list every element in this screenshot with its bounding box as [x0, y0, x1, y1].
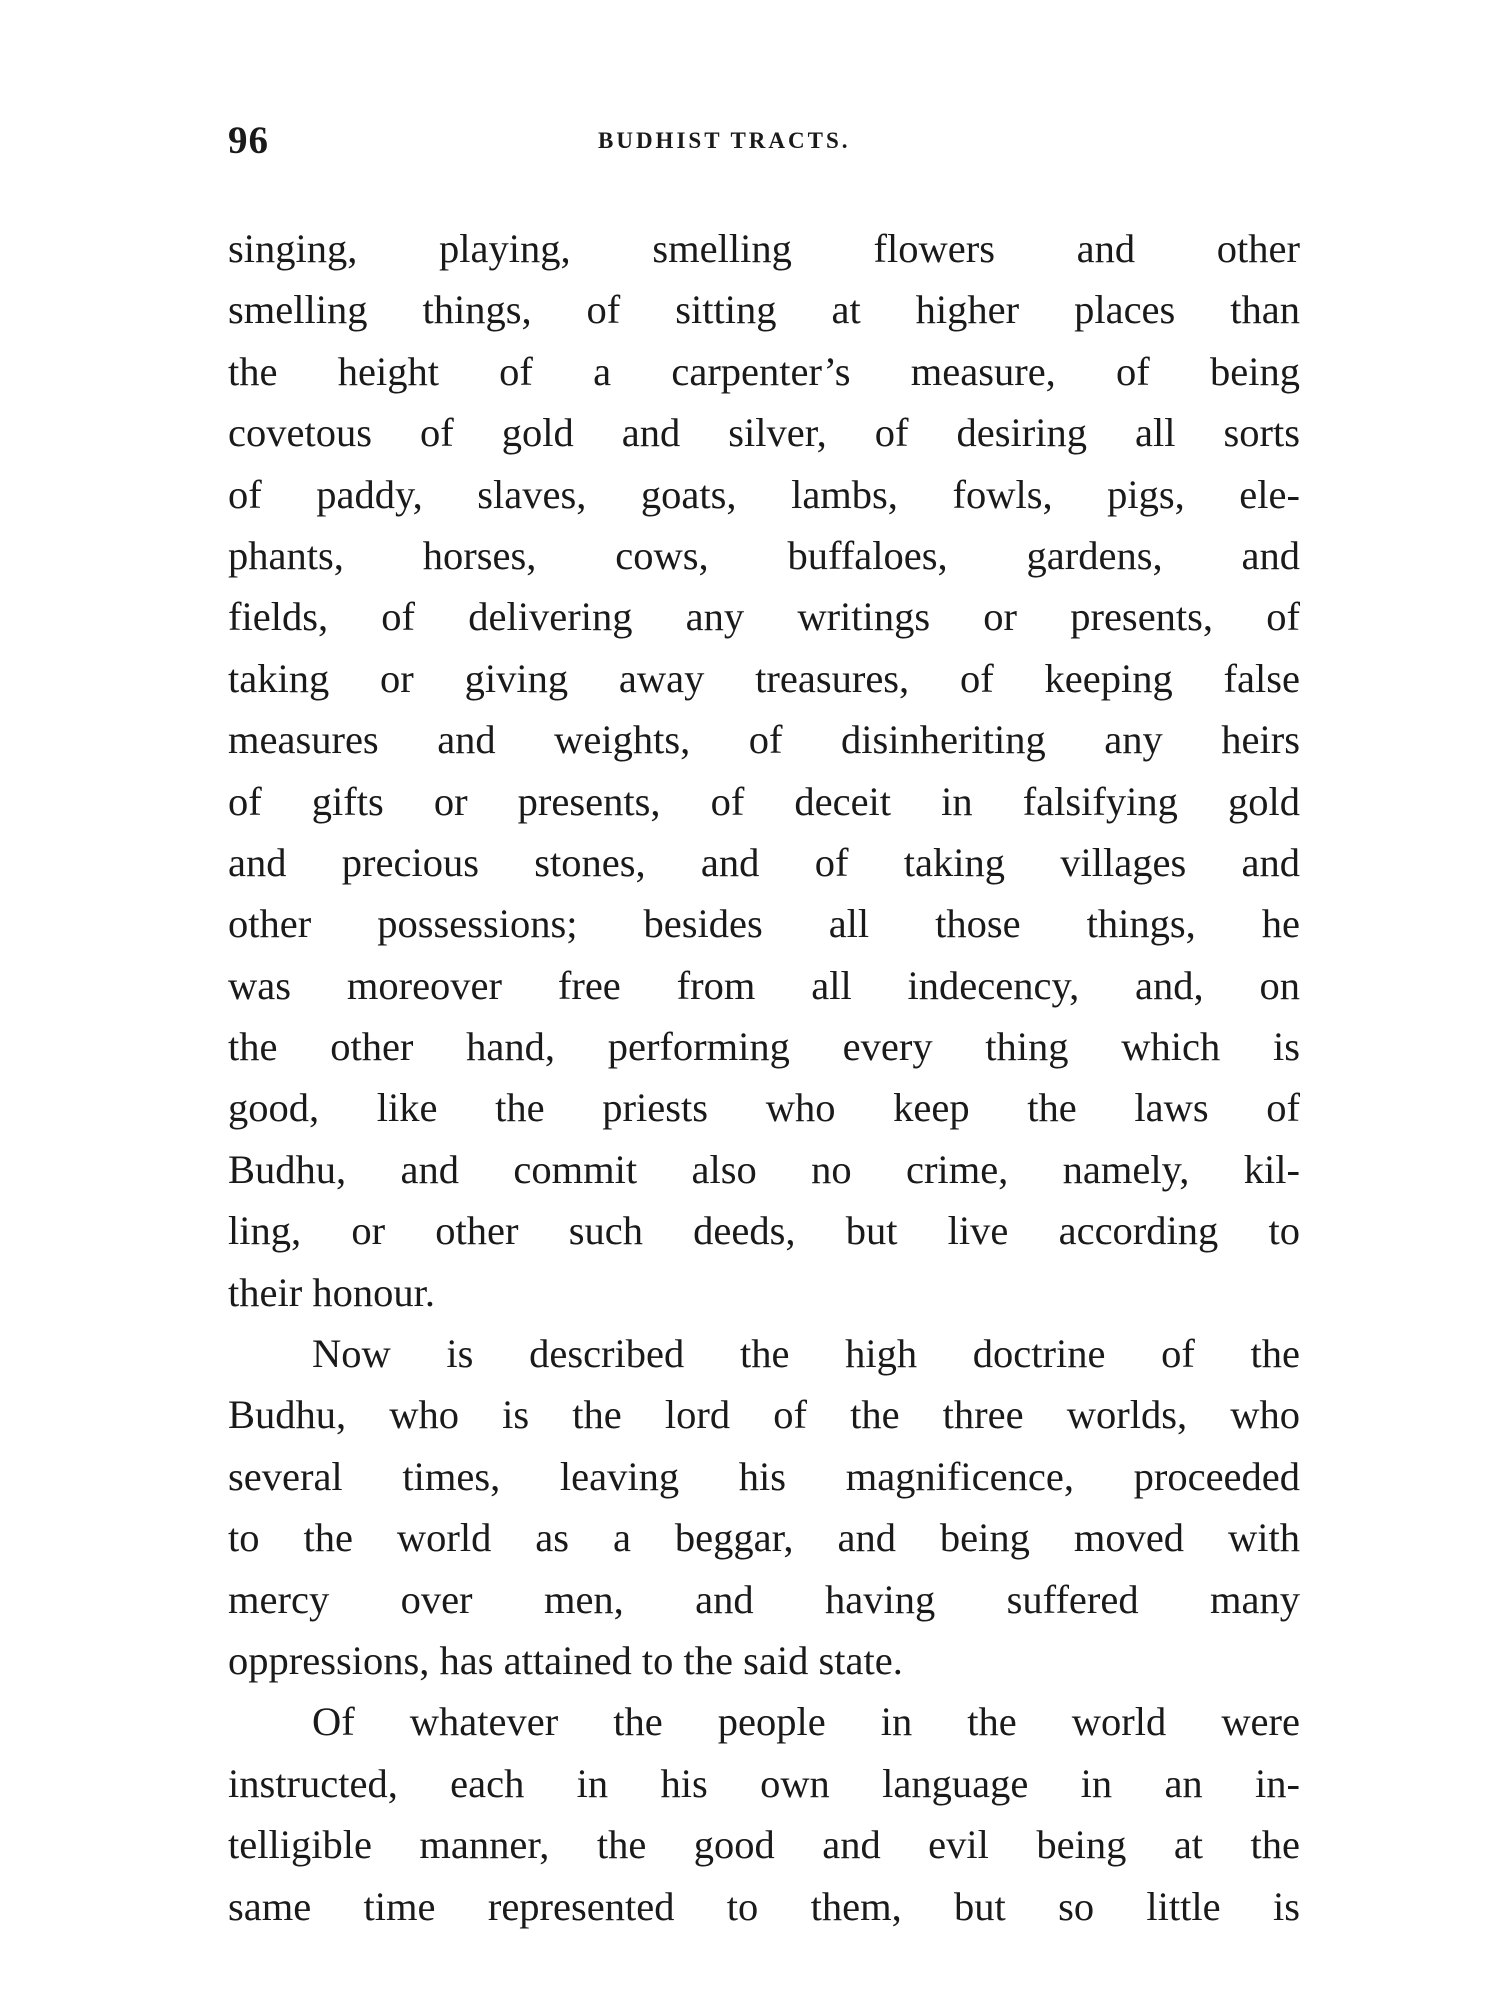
text-line: covetous of gold and silver, of desiring all sorts [228, 410, 1300, 456]
text-line: taking or giving away treasures, of keeping false [228, 655, 1300, 701]
text-line: Budhu, and commit also no crime, namely, kil- [228, 1146, 1300, 1192]
paragraph-2 [228, 1323, 1300, 1691]
text-line: oppressions, has attained to the said state. [228, 1637, 903, 1683]
text-line: Of whatever the people in the world were [312, 1699, 1300, 1745]
text-line: the other hand, performing every thing which is [228, 1024, 1300, 1070]
text-line: phants, horses, cows, buffaloes, gardens, and [228, 532, 1300, 578]
text-line: the height of a carpenter’s measure, of being [228, 348, 1300, 394]
text-line: Now is described the high doctrine of the [312, 1331, 1300, 1377]
text-line: of paddy, slaves, goats, lambs, fowls, pigs, ele- [228, 471, 1300, 517]
page-number: 96 [228, 119, 269, 162]
text-line: other possessions; besides all those things, he [228, 901, 1300, 947]
text-line: same time represented to them, but so little is [228, 1883, 1300, 1929]
text-line: and precious stones, and of taking villages and [228, 839, 1300, 885]
text-line: telligible manner, the good and evil being at the [228, 1822, 1300, 1868]
text-line: good, like the priests who keep the laws of [228, 1085, 1300, 1131]
text-line: Budhu, who is the lord of the three worlds, who [228, 1392, 1300, 1438]
text-line: measures and weights, of disinheriting any heirs [228, 717, 1300, 763]
text-line: was moreover free from all indecency, and, on [228, 962, 1300, 1008]
text-line: mercy over men, and having suffered many [228, 1576, 1300, 1622]
text-line: to the world as a beggar, and being moved with [228, 1515, 1300, 1561]
text-line: instructed, each in his own language in an in- [228, 1760, 1300, 1806]
paragraph-3 [228, 1691, 1300, 1937]
text-line: of gifts or presents, of deceit in falsifying gold [228, 778, 1300, 824]
body-text [228, 218, 1300, 1937]
text-line: smelling things, of sitting at higher places than [228, 287, 1300, 333]
text-line: fields, of delivering any writings or presents, of [228, 594, 1300, 640]
text-line: several times, leaving his magnificence, proceeded [228, 1453, 1300, 1499]
running-head [228, 118, 1300, 168]
text-line: ling, or other such deeds, but live according to [228, 1208, 1300, 1254]
running-title: BUDHIST TRACTS. [598, 128, 851, 153]
text-line: their honour. [228, 1269, 435, 1315]
text-line: singing, playing, smelling flowers and other [228, 226, 1300, 271]
paragraph-1 [228, 218, 1300, 1323]
